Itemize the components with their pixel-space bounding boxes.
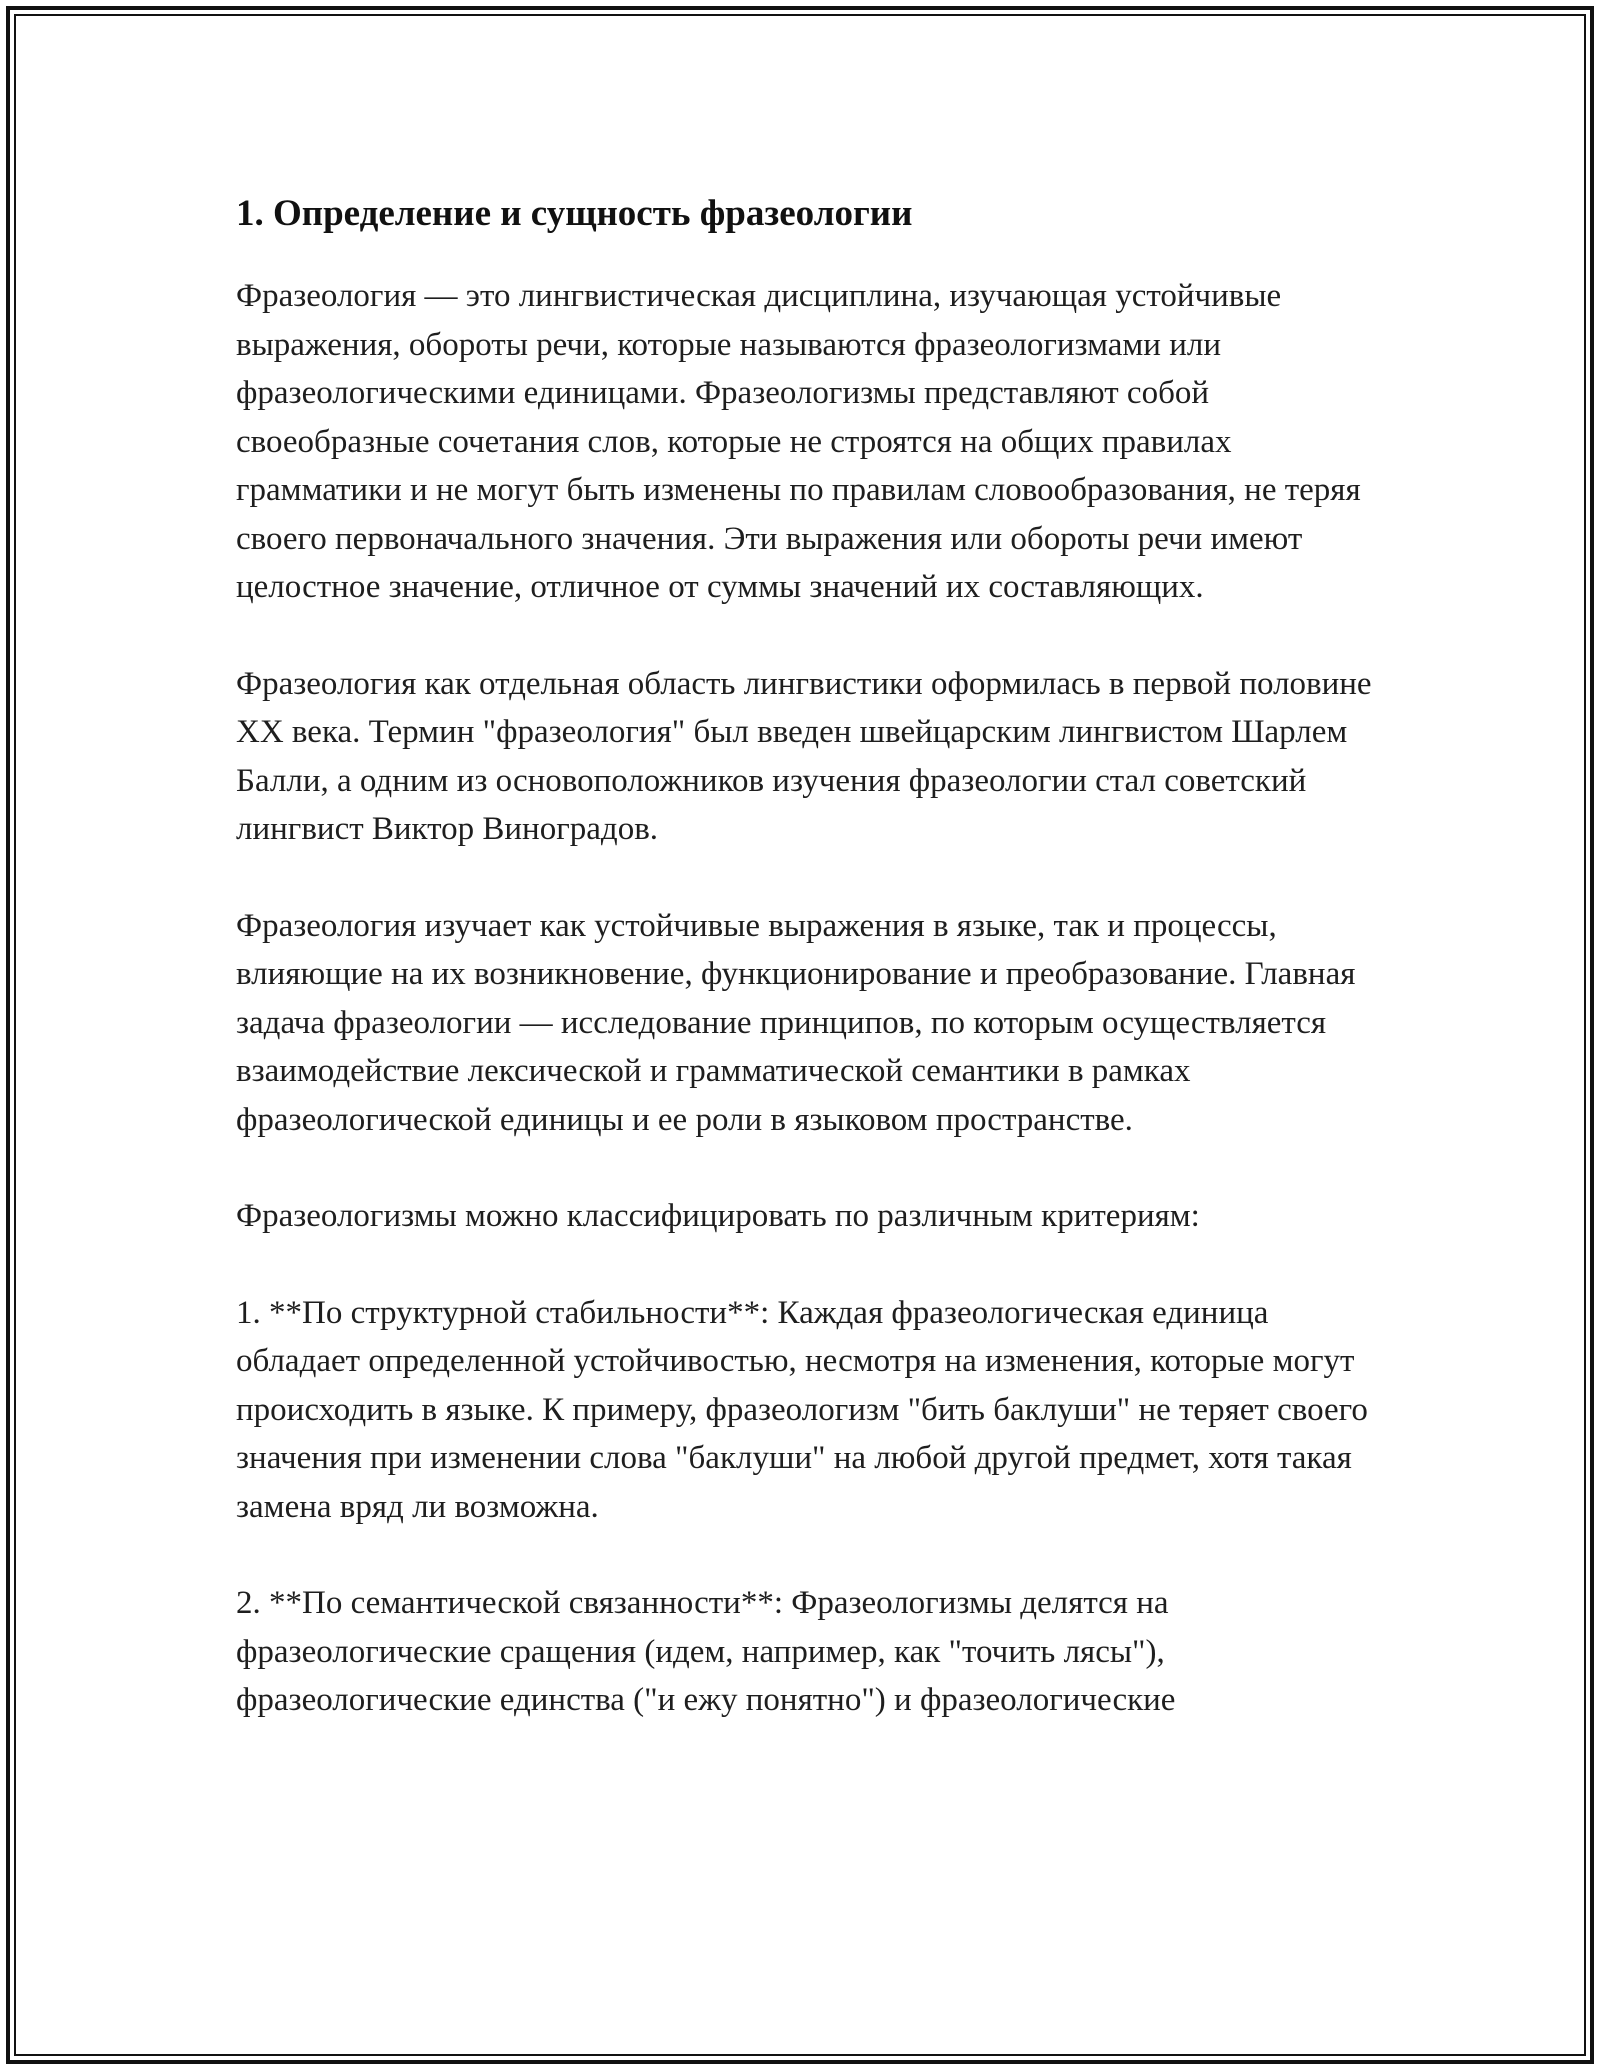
section-heading: 1. Определение и сущность фразеологии (236, 193, 913, 234)
paragraph-scope: Фразеология изучает как устойчивые выражения в языке, так и процессы, влияющие на их возникновение, функционирование и преобразование. Главная задача фразеологии — исследование принципов, по которым осуществляется взаимодействие лексической и грамматической семантики в рамках фразеологической единицы и ее роли в языковом пространстве. (236, 907, 1356, 1138)
paragraph-history: Фразеология как отдельная область лингвистики оформилась в первой половине XX века. Термин "фразеология" был введен швейцарским лингвистом Шарлем Балли, а одним из основоположников изучения фразеологии стал советский лингвист Виктор Виноградов. (236, 665, 1372, 847)
paragraph-definition: Фразеология — это лингвистическая дисциплина, изучающая устойчивые выражения, обороты речи, которые называются фразеологизмами или фразеологическими единицами. Фразеологизмы представляют собой своеобразные сочетания слов, которые не строятся на общих правилах грамматики и не могут быть изменены по правилам словообразования, не теряя своего первоначального значения. Эти выражения или обороты речи имеют целостное значение, отличное от суммы значений их составляющих. (236, 278, 1361, 605)
list-item-structural-stability: 1. **По структурной стабильности**: Каждая фразеологическая единица обладает определенной устойчивостью, несмотря на изменения, которые могут происходить в языке. К примеру, фразеологизм "бить баклуши" не теряет своего значения при изменении слова "баклуши" на любой другой предмет, хотя такая замена вряд ли возможна. (236, 1294, 1368, 1525)
list-item-semantic-cohesion: 2. **По семантической связанности**: Фразеологизмы делятся на фразеологические сращения (идем, например, как "точить лясы"), фразеологические единства ("и ежу понятно") и фразеологические (236, 1585, 1176, 1718)
paragraph-classification-intro: Фразеологизмы можно классифицировать по различным критериям: (236, 1198, 1200, 1234)
document-body (236, 186, 1386, 1773)
